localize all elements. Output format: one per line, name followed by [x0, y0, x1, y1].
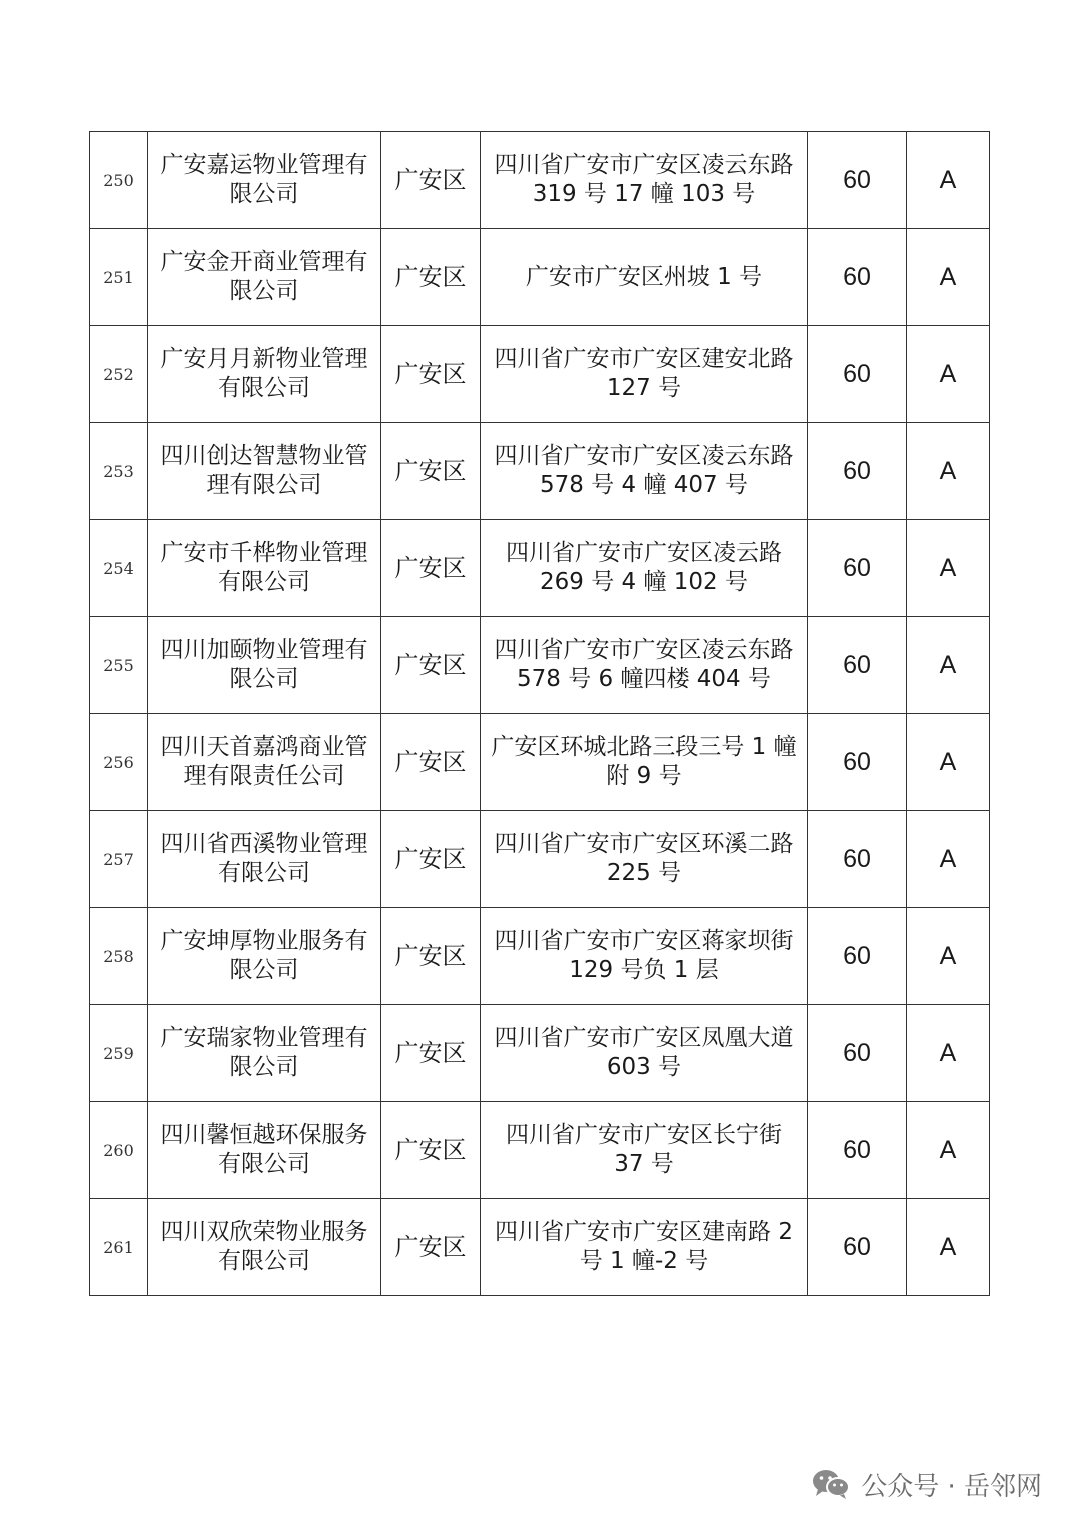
company-name-cell: 四川省西溪物业管理有限公司: [148, 811, 381, 908]
company-name-cell: 广安市千桦物业管理有限公司: [148, 520, 381, 617]
address-cell: 四川省广安市广安区蒋家坝街 129 号负 1 层: [481, 908, 808, 1005]
enterprise-table: [89, 131, 990, 1296]
grade-cell: A: [907, 132, 990, 229]
row-number: 259: [90, 1005, 148, 1102]
table-row: [90, 132, 990, 229]
row-number: 252: [90, 326, 148, 423]
grade-cell: A: [907, 326, 990, 423]
address-cell: 四川省广安市广安区凌云东路 578 号 4 幢 407 号: [481, 423, 808, 520]
row-number: 255: [90, 617, 148, 714]
score-cell: 60: [808, 1102, 907, 1199]
row-number: 253: [90, 423, 148, 520]
grade-cell: A: [907, 811, 990, 908]
address-cell: 四川省广安市广安区凌云东路 578 号 6 幢四楼 404 号: [481, 617, 808, 714]
row-number: 257: [90, 811, 148, 908]
watermark: [811, 1462, 1042, 1506]
district-cell: 广安区: [381, 617, 481, 714]
score-cell: 60: [808, 132, 907, 229]
district-cell: 广安区: [381, 1199, 481, 1296]
company-name-cell: 广安月月新物业管理有限公司: [148, 326, 381, 423]
address-cell: 广安市广安区州坡 1 号: [481, 229, 808, 326]
grade-cell: A: [907, 423, 990, 520]
table-body: [90, 132, 990, 1296]
district-cell: 广安区: [381, 423, 481, 520]
company-name-cell: 四川创达智慧物业管理有限公司: [148, 423, 381, 520]
district-cell: 广安区: [381, 811, 481, 908]
address-cell: 四川省广安市广安区凤凰大道 603 号: [481, 1005, 808, 1102]
company-name-cell: 广安嘉运物业管理有限公司: [148, 132, 381, 229]
company-name-cell: 四川加颐物业管理有限公司: [148, 617, 381, 714]
company-name-cell: 四川双欣荣物业服务有限公司: [148, 1199, 381, 1296]
district-cell: 广安区: [381, 132, 481, 229]
grade-cell: A: [907, 520, 990, 617]
company-name-cell: 广安金开商业管理有限公司: [148, 229, 381, 326]
score-cell: 60: [808, 229, 907, 326]
table-row: [90, 811, 990, 908]
address-cell: 四川省广安市广安区凌云东路 319 号 17 幢 103 号: [481, 132, 808, 229]
score-cell: 60: [808, 714, 907, 811]
address-cell: 广安区环城北路三段三号 1 幢附 9 号: [481, 714, 808, 811]
address-cell: 四川省广安市广安区环溪二路 225 号: [481, 811, 808, 908]
score-cell: 60: [808, 326, 907, 423]
district-cell: 广安区: [381, 1102, 481, 1199]
company-name-cell: 四川馨恒越环保服务有限公司: [148, 1102, 381, 1199]
table-row: [90, 326, 990, 423]
grade-cell: A: [907, 1102, 990, 1199]
address-cell: 四川省广安市广安区建安北路 127 号: [481, 326, 808, 423]
company-name-cell: 广安坤厚物业服务有限公司: [148, 908, 381, 1005]
score-cell: 60: [808, 811, 907, 908]
score-cell: 60: [808, 908, 907, 1005]
table-row: [90, 1102, 990, 1199]
table-row: [90, 908, 990, 1005]
district-cell: 广安区: [381, 1005, 481, 1102]
address-cell: 四川省广安市广安区建南路 2 号 1 幢-2 号: [481, 1199, 808, 1296]
watermark-text: 公众号 · 岳邻网: [861, 1471, 1042, 1502]
score-cell: 60: [808, 520, 907, 617]
row-number: 251: [90, 229, 148, 326]
row-number: 256: [90, 714, 148, 811]
score-cell: 60: [808, 1005, 907, 1102]
row-number: 250: [90, 132, 148, 229]
grade-cell: A: [907, 617, 990, 714]
address-cell: 四川省广安市广安区凌云路 269 号 4 幢 102 号: [481, 520, 808, 617]
grade-cell: A: [907, 908, 990, 1005]
row-number: 261: [90, 1199, 148, 1296]
district-cell: 广安区: [381, 229, 481, 326]
table-row: [90, 423, 990, 520]
score-cell: 60: [808, 617, 907, 714]
score-cell: 60: [808, 423, 907, 520]
grade-cell: A: [907, 1005, 990, 1102]
table-row: [90, 1199, 990, 1296]
district-cell: 广安区: [381, 908, 481, 1005]
table-row: [90, 229, 990, 326]
grade-cell: A: [907, 229, 990, 326]
score-cell: 60: [808, 1199, 907, 1296]
company-name-cell: 广安瑞家物业管理有限公司: [148, 1005, 381, 1102]
grade-cell: A: [907, 1199, 990, 1296]
district-cell: 广安区: [381, 714, 481, 811]
row-number: 254: [90, 520, 148, 617]
grade-cell: A: [907, 714, 990, 811]
table-row: [90, 714, 990, 811]
row-number: 260: [90, 1102, 148, 1199]
table-row: [90, 1005, 990, 1102]
table-row: [90, 617, 990, 714]
row-number: 258: [90, 908, 148, 1005]
company-name-cell: 四川天首嘉鸿商业管理有限责任公司: [148, 714, 381, 811]
table-row: [90, 520, 990, 617]
address-cell: 四川省广安市广安区长宁街 37 号: [481, 1102, 808, 1199]
wechat-icon: [811, 1467, 851, 1501]
district-cell: 广安区: [381, 326, 481, 423]
district-cell: 广安区: [381, 520, 481, 617]
